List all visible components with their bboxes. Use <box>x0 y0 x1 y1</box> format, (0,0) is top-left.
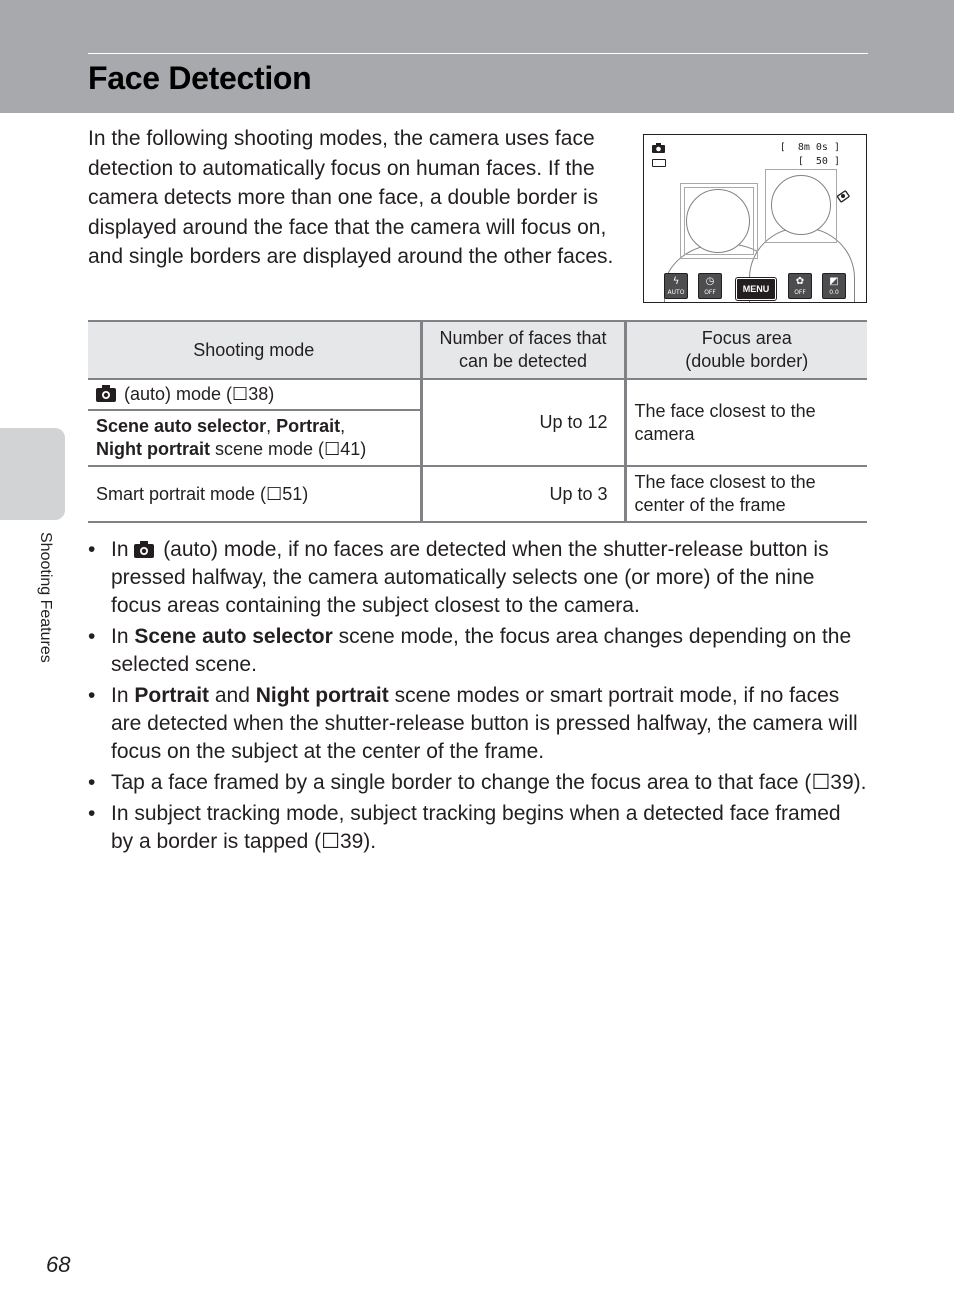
mode-scene-ref: 41) <box>340 439 367 459</box>
bullet-text: In <box>111 625 135 648</box>
mode-portrait: Portrait <box>276 416 341 436</box>
table-row <box>88 466 867 522</box>
header-shooting-mode: Shooting mode <box>88 321 421 379</box>
vibration-reduction-icon <box>836 189 852 203</box>
bullet-dot: • <box>88 625 96 648</box>
battery-icon <box>652 159 666 167</box>
camera-mode-icon <box>96 385 116 402</box>
list-item <box>88 623 868 679</box>
camera-mode-icon <box>652 143 665 153</box>
table-row <box>88 379 867 410</box>
header-number-of-faces <box>421 321 625 379</box>
camera-screen-illustration <box>643 134 867 303</box>
macro-icon: ✿ <box>795 276 805 287</box>
macro-mode-label: OFF <box>794 289 806 296</box>
bullet-bold-text: Scene auto selector <box>134 625 333 648</box>
person-left-face <box>686 189 750 253</box>
mode-cell-auto <box>88 379 421 410</box>
bullet-dot: • <box>88 802 96 825</box>
header-focus-area <box>625 321 867 379</box>
page-number: 68 <box>46 1252 71 1277</box>
bullet-bold-text: Portrait <box>134 684 210 707</box>
page-ref: 39). <box>830 771 867 794</box>
mode-scene-auto-selector: Scene auto selector <box>96 416 267 436</box>
flash-mode-label: AUTO <box>667 289 685 296</box>
chapter-side-tab <box>0 428 65 520</box>
face-detection-table <box>88 320 867 523</box>
exposure-compensation-label: 0.0 <box>829 289 839 296</box>
mode-auto-ref: 38) <box>248 384 275 404</box>
bullet-dot: • <box>88 538 96 561</box>
bullet-dot: • <box>88 684 96 707</box>
self-timer-button[interactable] <box>698 273 722 299</box>
intro-paragraph: In the following shooting modes, the camera uses face detection to automatically focus on human faces. If the camera detects more than one face, a double border is displayed around the face that the camera will focus on, and single borders are displayed around the other faces. <box>88 127 614 268</box>
header-col2-line2: can be detected <box>458 351 588 371</box>
mode-cell-scene <box>88 410 421 466</box>
notes-list <box>88 536 868 859</box>
page-ref: 39). <box>339 830 377 853</box>
mode-smart-portrait-ref: 51) <box>282 483 309 504</box>
readout-line-1: [ 8m 0s ] <box>779 142 840 153</box>
book-icon: ☐ <box>321 830 340 853</box>
separator: , <box>266 416 277 436</box>
bullet-text: scene mode, the focus area changes depending on the selected scene. <box>111 625 852 676</box>
mode-smart-portrait-text: Smart portrait mode ( <box>96 483 267 504</box>
focus-cell-closest-camera: The face closest to the camera <box>625 379 867 466</box>
mode-auto-text: (auto) mode ( <box>119 384 233 404</box>
mode-scene-text: scene mode ( <box>210 439 325 459</box>
mode-night-portrait: Night portrait <box>96 439 210 459</box>
focus-cell-closest-center: The face closest to the center of the frame <box>625 466 867 522</box>
screen-control-bar <box>644 268 866 302</box>
bullet-text: Tap a face framed by a single border to change the focus area to that face ( <box>111 771 812 794</box>
faces-cell-up-to-12: Up to 12 <box>421 379 625 466</box>
book-icon: ☐ <box>324 439 341 459</box>
bullet-bold-text: Night portrait <box>255 684 389 707</box>
list-item <box>88 800 868 856</box>
camera-mode-icon <box>134 541 154 558</box>
macro-mode-button[interactable] <box>788 273 812 299</box>
list-item <box>88 536 868 620</box>
self-timer-label: OFF <box>704 289 716 296</box>
book-icon: ☐ <box>232 384 249 404</box>
readout-line-2: [ 50 ] <box>797 156 840 167</box>
page-title: Face Detection <box>88 60 312 96</box>
header-col2-line1: Number of faces that <box>439 328 607 348</box>
person-right-face <box>771 175 831 235</box>
menu-button[interactable]: MENU <box>736 278 776 300</box>
header-rule <box>88 53 868 54</box>
flash-mode-button[interactable] <box>664 273 688 299</box>
bullet-dot: • <box>88 771 96 794</box>
faces-cell-up-to-3: Up to 3 <box>421 466 625 522</box>
bullet-text: In <box>111 684 135 707</box>
chapter-side-label: Shooting Features <box>37 532 54 663</box>
separator: , <box>340 416 346 436</box>
bullet-text: In subject tracking mode, subject tracking begins when a detected face framed by a border is tapped ( <box>111 802 841 853</box>
bullet-text: scene modes or smart portrait mode, if no faces are detected when the shutter-release button is pressed halfway, the camera will focus on the subject at the center of the frame. <box>111 684 858 763</box>
flash-icon: ϟ <box>672 276 680 287</box>
bullet-text: and <box>209 684 256 707</box>
mode-cell-smart-portrait <box>88 466 421 522</box>
list-item <box>88 769 868 797</box>
header-col3-line1: Focus area <box>701 328 792 348</box>
bullet-text: (auto) mode, if no faces are detected when the shutter-release button is pressed halfway, the camera automatically selects one (or more) of the nine focus areas containing the subject closest to the camera. <box>111 538 829 617</box>
header-col3-line2: (double border) <box>685 351 809 371</box>
book-icon: ☐ <box>811 771 831 794</box>
exposure-compensation-button[interactable] <box>822 273 846 299</box>
exposure-compensation-icon: ◩ <box>829 276 839 287</box>
book-icon: ☐ <box>266 483 283 504</box>
list-item <box>88 682 868 766</box>
remaining-readout <box>780 141 840 169</box>
self-timer-icon: ◷ <box>705 276 715 287</box>
bullet-text: In <box>111 538 135 561</box>
